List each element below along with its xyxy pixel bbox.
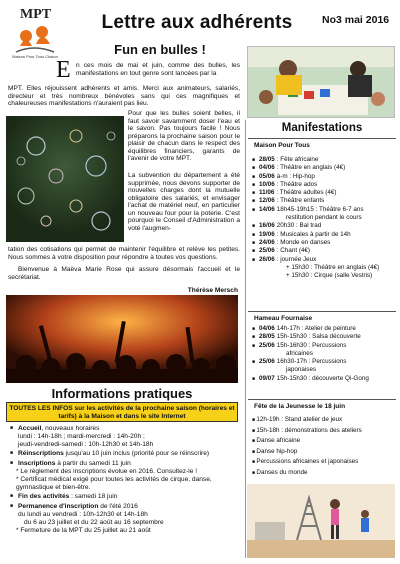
list-item-detail: jeudi-vendredi-samedi : 10h-12h30 et 14h-18h	[18, 440, 154, 448]
drop-cap: E	[56, 57, 71, 83]
info-section-title: Informations pratiques	[51, 386, 193, 401]
event-item	[252, 197, 398, 205]
article-paragraph: n ces mois de mai et juin, comme des bulles, les manifestations en tout genre sont lancées par la	[76, 62, 240, 77]
event-date: 28/05	[259, 333, 275, 341]
venue-heading-hameau: Hameau Fournaise	[248, 311, 396, 322]
bubbles-photo	[6, 116, 124, 242]
event-text: restitution pendant le cours	[286, 214, 362, 222]
bullet-icon: ■	[252, 334, 256, 341]
article-paragraph: Pour que les bulles soient belles, il faut savoir savamment doser l'eau et le savon. Pas toujours facile ! Nous préparons la prochaine saison pour le plaisir de chacun dans le respect des équilibres financiers, garants de l'avenir de votre MPT.	[128, 110, 240, 162]
event-text: : Musicales à partir de 14h	[276, 230, 351, 238]
event-text: : Théâtre en anglais (4€)	[276, 164, 346, 172]
event-text: 15h-15h30 : découverte Qi-Gong	[276, 374, 369, 382]
event-date: 19/06	[259, 230, 275, 238]
board-game-photo	[247, 46, 395, 118]
event-date: 26/06	[259, 255, 275, 263]
list-note: * Certificat médical exigé pour toutes les activités de cirque, danse, gymnastique et bien-être.	[16, 475, 212, 491]
list-note: * Le règlement des inscriptions évolue en 2016. Consultez-le !	[16, 467, 198, 475]
event-date: 25/06	[259, 247, 275, 255]
list-note: * Fermeture de la MPT du 25 juillet au 21 août	[16, 526, 151, 534]
issue-number: No3 mai 2016	[322, 14, 390, 26]
event-date: 12/06	[259, 197, 275, 205]
concert-photo	[6, 295, 238, 383]
event-text: japonaises	[286, 366, 317, 374]
event-item	[252, 156, 398, 164]
event-text: : Théâtre ados	[276, 180, 318, 188]
bullet-icon: ■	[252, 256, 256, 263]
event-text: : Fête africaine	[276, 156, 319, 163]
svg-text:MPT: MPT	[20, 7, 52, 22]
event-text: 15h-16h30 : Percussions	[276, 341, 347, 349]
list-item: ■ Réinscriptions jusqu'au 10 juin inclus (priorité pour se réinscrire)	[10, 450, 240, 458]
list-item: ■ Permanence d'inscription de l'été 2016	[10, 503, 240, 511]
event-text: 20h30 : Bal trad	[276, 222, 322, 230]
event-date: 11/06	[259, 189, 275, 197]
event-date: 25/06	[259, 358, 275, 366]
event-date: 28/05	[259, 156, 275, 163]
fete-item: ■ 15h-18h : démonstrations des ateliers	[252, 426, 398, 437]
event-text: + 15h30 : Cirque (salle Vestris)	[286, 272, 373, 280]
bullet-icon: ■	[252, 165, 256, 172]
event-item	[252, 214, 398, 222]
bullet-icon: ■	[252, 248, 256, 255]
bullet-icon: ■	[252, 206, 256, 213]
fete-heading: Fête de la Jeunesse le 18 juin	[248, 399, 396, 410]
event-text: : Théâtre enfants	[276, 197, 325, 205]
bullet-icon: ■	[252, 342, 256, 349]
event-date: 04/06	[259, 164, 275, 172]
bullet-icon: ■	[252, 181, 256, 188]
event-item	[252, 222, 398, 230]
signature-name: Thérèse Mersch	[187, 287, 238, 294]
list-item-detail: lundi : 14h-18h ; mardi-mercredi : 14h-20h ;	[18, 432, 145, 440]
events-section-title: Manifestations	[281, 122, 363, 134]
event-text: : journée Jeux	[276, 255, 317, 263]
event-date: 25/06	[259, 341, 275, 349]
event-item	[252, 173, 398, 181]
event-item	[252, 256, 398, 264]
event-item	[252, 189, 398, 197]
event-date: 24/06	[259, 238, 275, 246]
event-text: + 15h30 : Théâtre en anglais (4€)	[286, 263, 380, 271]
event-item	[252, 181, 398, 189]
fete-item: ■ Danse hip-hop	[252, 447, 398, 458]
bullet-icon: ■	[252, 239, 256, 246]
event-item	[252, 375, 398, 383]
events-list-hameau	[252, 325, 398, 383]
list-item-detail: du 6 au 23 juillet et du 22 août au 16 septembre	[24, 518, 164, 526]
event-text: 14h-17h : Atelier de peinture	[276, 325, 356, 332]
event-date: 10/06	[259, 180, 275, 188]
event-item	[252, 164, 398, 172]
event-date: 09/07	[259, 374, 275, 382]
article-paragraph: La subvention du département a été supprimée, nous devons supporter de nouvelles charges dont la mutuelle obligatoire des salariés, et envisager l'achat de matériel neuf, en particulier un nouveau four pour la poterie. C'est pourquoi le Conseil d'Administration a voté l'augmen-	[128, 172, 240, 232]
bullet-icon: ■	[252, 326, 256, 332]
article-paragraph: Bienvenue à Maëva Marie Rose qui assure désormais l'accueil et le secrétariat.	[8, 266, 240, 281]
fete-item: ■ Percussions africaines et japonaises	[252, 457, 398, 468]
logo-caption: Maison Pour Tous Chalon	[12, 54, 58, 59]
event-item	[252, 358, 398, 366]
article-paragraph: MPT. Elles réjouissent adhérents et amis. Merci aux animateurs, salariés, directeur et très nombreux bénévoles sans qui ces magnifiques et chaleureuses manifestations n'auraient pas lieu.	[8, 85, 240, 107]
fete-list	[252, 415, 398, 478]
event-item	[252, 206, 398, 214]
event-text: africaines	[286, 349, 313, 357]
venue-heading-mpt: Maison Pour Tous	[248, 138, 396, 149]
event-text: 15h-15h30 : Salsa découverte	[276, 333, 361, 341]
list-item-detail: du lundi au vendredi : 10h-12h30 et 14h-18h	[18, 510, 148, 518]
list-item: ■ Accueil, nouveaux horaires	[10, 425, 240, 433]
event-item	[252, 366, 398, 374]
list-item: ■ Fin des activités : samedi 18 juin	[10, 493, 240, 501]
fete-item: ■ Danse africaine	[252, 436, 398, 447]
event-item	[252, 239, 398, 247]
article-title: Fun en bulles !	[114, 42, 206, 57]
events-list-mpt	[252, 156, 398, 280]
newsletter-title: Lettre aux adhérents	[101, 12, 293, 33]
event-text: à-m : Hip-hop	[276, 172, 315, 180]
gymnastics-photo	[247, 484, 395, 558]
event-text: : Chant (4€)	[276, 247, 311, 255]
bullet-icon: ■	[252, 231, 256, 238]
event-date: 14/06	[259, 205, 275, 213]
bullet-icon: ■	[252, 359, 256, 366]
bullet-icon: ■	[252, 198, 256, 205]
event-date: 05/06	[259, 172, 275, 180]
event-item	[252, 342, 398, 350]
event-item	[252, 264, 398, 272]
event-text: : Théâtre adultes (4€)	[276, 189, 337, 197]
bullet-icon: ■	[252, 375, 256, 382]
fete-item: ■ Danses du monde	[252, 468, 398, 479]
event-text: 18h45-19h15 : Théâtre 6-7 ans	[276, 205, 364, 213]
event-item	[252, 247, 398, 255]
list-item: ■ Inscriptions à partir du samedi 11 juin	[10, 460, 240, 468]
bullet-icon: ■	[252, 157, 256, 163]
event-text: 16h30-17h : Percussions	[276, 358, 347, 366]
bullet-icon: ■	[252, 173, 256, 180]
bullet-icon: ■	[252, 190, 256, 197]
info-banner: TOUTES LES INFOS sur les activités de la prochaine saison (horaires et tarifs) à la Maison et dans le site Internet	[6, 402, 238, 422]
event-item	[252, 325, 398, 333]
article-paragraph: tation des cotisations qui permet de maintenir l'équilibre et relève les petites. Nous sommes à votre disposition pour répondre à toutes vos questions.	[8, 246, 240, 261]
event-item	[252, 333, 398, 341]
column-divider	[245, 120, 246, 558]
event-item	[252, 350, 398, 358]
fete-item: ■ 12h-19h : Stand atelier de jeux	[252, 415, 398, 426]
bullet-icon: ■	[252, 223, 256, 230]
event-item	[252, 231, 398, 239]
event-item	[252, 272, 398, 280]
event-date: 16/06	[259, 222, 275, 230]
event-date: 04/06	[259, 325, 275, 332]
event-text: : Monde en danses	[276, 238, 331, 246]
info-list	[10, 425, 240, 534]
